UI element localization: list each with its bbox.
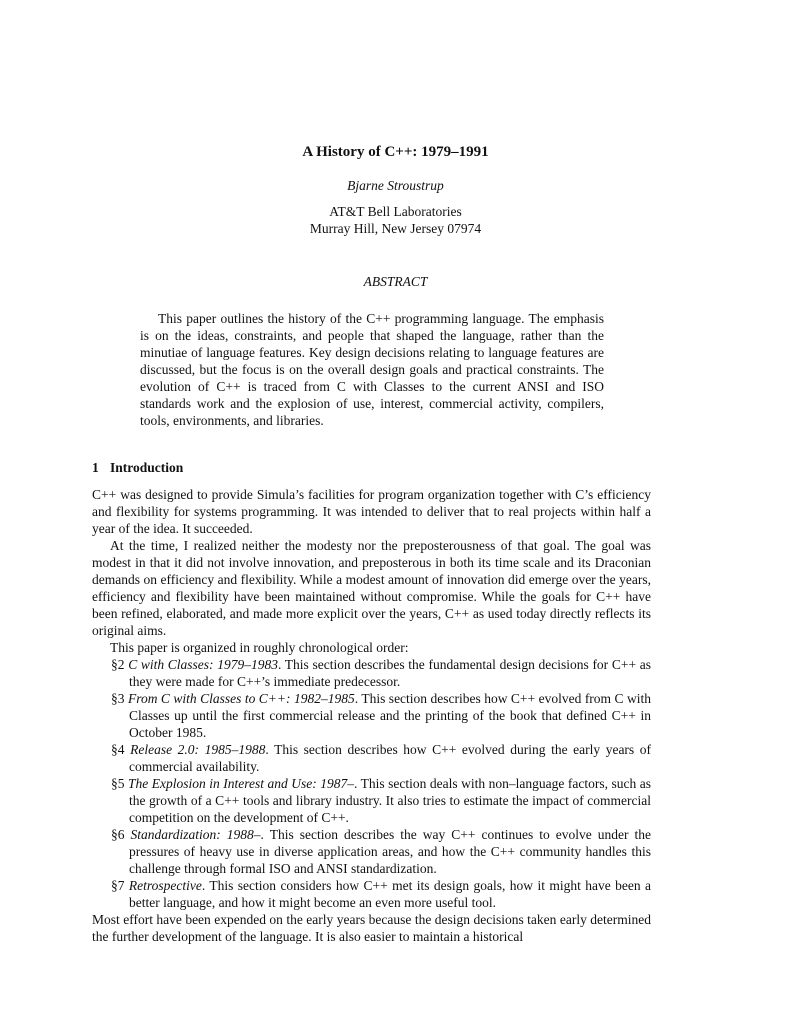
outline-item xyxy=(92,826,651,877)
affiliation-line-2: Murray Hill, New Jersey 07974 xyxy=(309,221,482,236)
outline-ref: §4 xyxy=(111,742,125,757)
outline-ref: §6 xyxy=(111,827,125,842)
section-number: 1 xyxy=(92,460,99,475)
outline-title: Retrospective xyxy=(128,878,202,893)
outline-title: The Explosion in Interest and Use: 1987– xyxy=(128,776,355,791)
outline-title: C with Classes: 1979–1983 xyxy=(128,657,278,672)
outline-item xyxy=(92,877,651,911)
outline-title: From C with Classes to C++: 1982–1985 xyxy=(127,691,355,706)
section-outline-list xyxy=(92,656,651,911)
outline-text: . This section describes the way C++ continues to evolve under the pressures of heavy use in diverse application areas, and how the C++ community handles this challenge through formal ISO and ANSI standardization. xyxy=(129,827,651,876)
outline-title: Standardization: 1988– xyxy=(130,827,261,842)
outline-text: . This section considers how C++ met its design goals, how it might have been a better language, and how it might become an even more useful tool. xyxy=(129,878,652,910)
paper-title: A History of C++: 1979–1991 xyxy=(302,144,489,160)
paragraph-2: At the time, I realized neither the modesty nor the preposterousness of that goal. The goal was modest in that it did not involve innovation, and preposterous in both its time scale and its Draconian demands on efficiency and flexibility. While a modest amount of innovation did emerge over the years, efficiency and flexibility have been maintained without compromise. While the goals for C++ have been refined, elaborated, and made more explicit over the years, C++ as used today directly reflects its original aims. xyxy=(92,538,651,638)
outline-ref: §2 xyxy=(111,657,125,672)
affiliation-line-1: AT&T Bell Laboratories xyxy=(329,204,462,219)
outline-text: . This section deals with non–language factors, such as the growth of a C++ tools and library industry. It also tries to estimate the impact of commercial competition on the development of C++. xyxy=(129,776,652,825)
outline-text: . This section describes how C++ evolved from C with Classes up until the first commercial release and the printing of the book that defined C++ in October 1985. xyxy=(129,691,651,740)
author-name: Bjarne Stroustrup xyxy=(347,178,444,193)
outline-text: . This section describes the fundamental design decisions for C++ as they were made for C++’s immediate predecessor. xyxy=(129,657,652,689)
outline-item xyxy=(92,775,651,826)
paragraph-3: This paper is organized in roughly chronological order: xyxy=(110,640,409,655)
outline-ref: §5 xyxy=(111,776,125,791)
outline-ref: §3 xyxy=(111,691,125,706)
section-body xyxy=(92,486,651,945)
outline-title: Release 2.0: 1985–1988 xyxy=(130,742,266,757)
section-heading-introduction xyxy=(92,460,183,476)
abstract-heading: ABSTRACT xyxy=(363,274,428,289)
paragraph-1: C++ was designed to provide Simula’s facilities for program organization together with C’s efficiency and flexibility for systems programming. It was intended to deliver that to real projects within half a year of the idea. It succeeded. xyxy=(92,487,651,536)
outline-ref: §7 xyxy=(111,878,125,893)
outline-text: . This section describes how C++ evolved during the early years of commercial availability. xyxy=(129,742,652,774)
abstract-text: This paper outlines the history of the C++ programming language. The emphasis is on the ideas, constraints, and people that shaped the language, rather than the minutiae of language features. Key design decisions relating to language features are discussed, but the focus is on the overall design goals and practical constraints. The evolution of C++ is traced from C with Classes to the current ANSI and ISO standards work and the explosion of use, interest, commercial activity, compilers, tools, environments, and libraries. xyxy=(140,311,604,428)
outline-item xyxy=(92,690,651,741)
paragraph-4: Most effort have been expended on the early years because the design decisions taken early determined the further development of the language. It is also easier to maintain a historical xyxy=(92,912,651,944)
outline-item xyxy=(92,656,651,690)
section-title: Introduction xyxy=(110,460,184,475)
outline-item xyxy=(92,741,651,775)
